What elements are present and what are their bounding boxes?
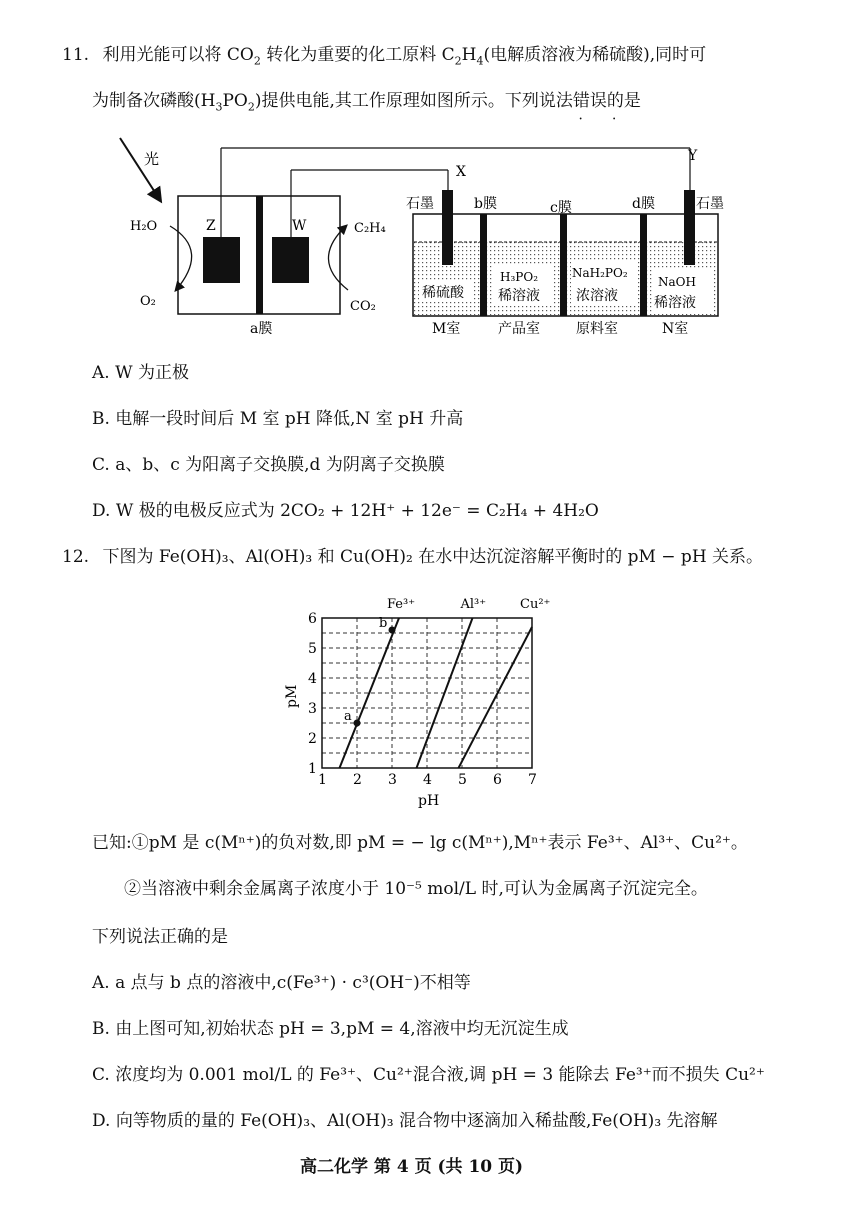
q11-sub: 2: [247, 100, 255, 114]
b-membrane-label: b膜: [474, 196, 497, 212]
pm-ph-chart: [260, 590, 560, 815]
o2-label: O₂: [140, 294, 156, 309]
n-solution-label: 稀溶液: [654, 295, 696, 311]
x-tick-label: 7: [528, 772, 537, 788]
emphasis-text: 错误 • •: [573, 91, 607, 111]
q11-text: 的是: [606, 91, 641, 111]
y-tick-label: 2: [308, 731, 317, 747]
point-label: a: [344, 709, 352, 724]
y-tick-label: 6: [308, 611, 317, 627]
x-tick-label: 6: [493, 772, 502, 788]
y-axis-label: pM: [284, 684, 300, 708]
c2h4-label: C₂H₄: [354, 221, 386, 236]
w-electrode: [272, 237, 309, 283]
q12-number: 12.: [62, 547, 90, 567]
y-tick-label: 5: [308, 641, 317, 657]
n-room-label: N室: [662, 321, 689, 337]
data-point: [354, 720, 361, 727]
y-tick-label: 1: [308, 761, 317, 777]
light-arrow-icon: [120, 138, 160, 200]
q11-text: )提供电能,其工作原理如图所示。下列说法: [254, 91, 573, 111]
product-solution-label: H₃PO₂: [500, 270, 538, 284]
graphite-right: [684, 190, 695, 265]
data-point: [389, 627, 396, 634]
a-membrane-label: a膜: [250, 321, 273, 337]
b-membrane: [480, 214, 487, 316]
x-label: X: [456, 164, 466, 180]
m-solution-label: 稀硫酸: [422, 285, 464, 301]
q11-text: (电解质溶液为稀硫酸),同时可: [483, 45, 707, 65]
q11-line1: [62, 44, 706, 66]
q11-sub: 2: [253, 54, 261, 68]
x-tick-label: 4: [423, 772, 432, 788]
raw-solution-label: NaH₂PO₂: [572, 266, 628, 280]
electrochem-figure: [110, 130, 730, 345]
q11-text: 转化为重要的化工原料 C: [260, 45, 455, 65]
q12-stem-line: [62, 546, 763, 568]
q11-sub: 4: [476, 54, 484, 68]
c-membrane-label: c膜: [550, 200, 572, 216]
graphite-left: [442, 190, 453, 265]
q11-text: 为制备次磷酸(H: [92, 91, 216, 111]
product-room-label: 产品室: [498, 321, 540, 337]
z-electrode: [203, 237, 240, 283]
q11-option-c: C. a、b、c 为阳离子交换膜,d 为阴离子交换膜: [92, 455, 445, 475]
q11-number: 11.: [62, 45, 90, 65]
x-tick-label: 2: [353, 772, 362, 788]
x-tick-label: 1: [318, 772, 327, 788]
product-solution-label: 稀溶液: [498, 288, 540, 304]
light-label: 光: [144, 150, 160, 168]
q11-option-a: A. W 为正极: [92, 363, 189, 383]
q11-option-d: D. W 极的电极反应式为 2CO₂ + 12H⁺ + 12e⁻ = C₂H₄ + 4H₂O: [92, 501, 599, 521]
series-line: [340, 618, 400, 768]
point-label: b: [379, 616, 388, 631]
a-membrane: [256, 196, 263, 314]
n-solution-label: NaOH: [658, 275, 696, 289]
q11-text: 利用光能可以将 CO: [102, 45, 254, 65]
q11-text: PO: [222, 91, 248, 111]
q11-sub: 3: [215, 100, 223, 114]
q11-line2: [92, 90, 641, 112]
raw-room-label: 原料室: [576, 321, 618, 337]
q12-option-a: A. a 点与 b 点的溶液中,c(Fe³⁺) · c³(OH⁻)不相等: [92, 973, 471, 993]
w-label: W: [292, 218, 307, 234]
d-membrane-label: d膜: [632, 196, 655, 212]
h2o-label: H₂O: [130, 219, 158, 234]
q12-stem: 下图为 Fe(OH)₃、Al(OH)₃ 和 Cu(OH)₂ 在水中达沉淀溶解平衡时的 pM − pH 关系。: [102, 547, 764, 567]
q12-known-2: ②当溶液中剩余金属离子浓度小于 10⁻⁵ mol/L 时,可认为金属离子沉淀完全。: [124, 879, 708, 899]
q11-sub: 2: [454, 54, 462, 68]
series-label: Cu²⁺: [520, 597, 551, 612]
y-tick-label: 3: [308, 701, 317, 717]
q12-option-c: C. 浓度均为 0.001 mol/L 的 Fe³⁺、Cu²⁺混合液,调 pH = 3 能除去 Fe³⁺而不损失 Cu²⁺: [92, 1065, 765, 1085]
raw-solution-label: 浓溶液: [576, 288, 618, 304]
graphite-left-label: 石墨: [406, 196, 434, 212]
q12-ask: 下列说法正确的是: [92, 927, 228, 947]
x-tick-label: 5: [458, 772, 467, 788]
graphite-right-label: 石墨: [696, 196, 724, 212]
x-axis-label: pH: [418, 793, 440, 809]
z-label: Z: [206, 218, 216, 234]
q11-option-b: B. 电解一段时间后 M 室 pH 降低,N 室 pH 升高: [92, 409, 464, 429]
co2-label: CO₂: [350, 299, 376, 314]
m-room-label: M室: [432, 321, 461, 337]
c-membrane: [560, 214, 567, 316]
q12-known-1: 已知:①pM 是 c(Mⁿ⁺)的负对数,即 pM = − lg c(Mⁿ⁺),Mⁿ⁺表示 Fe³⁺、Al³⁺、Cu²⁺。: [92, 833, 748, 853]
series-label: Al³⁺: [460, 597, 487, 612]
y-tick-label: 4: [308, 671, 317, 687]
x-tick-label: 3: [388, 772, 397, 788]
q12-option-b: B. 由上图可知,初始状态 pH = 3,pM = 4,溶液中均无沉淀生成: [92, 1019, 569, 1039]
q12-option-d: D. 向等物质的量的 Fe(OH)₃、Al(OH)₃ 混合物中逐滴加入稀盐酸,Fe(OH)₃ 先溶解: [92, 1111, 718, 1131]
page-footer: 高二化学 第 4 页 (共 10 页): [300, 1157, 524, 1177]
d-membrane: [640, 214, 647, 316]
y-label: Y: [688, 148, 698, 164]
series-label: Fe³⁺: [387, 597, 416, 612]
q11-text: H: [461, 45, 477, 65]
